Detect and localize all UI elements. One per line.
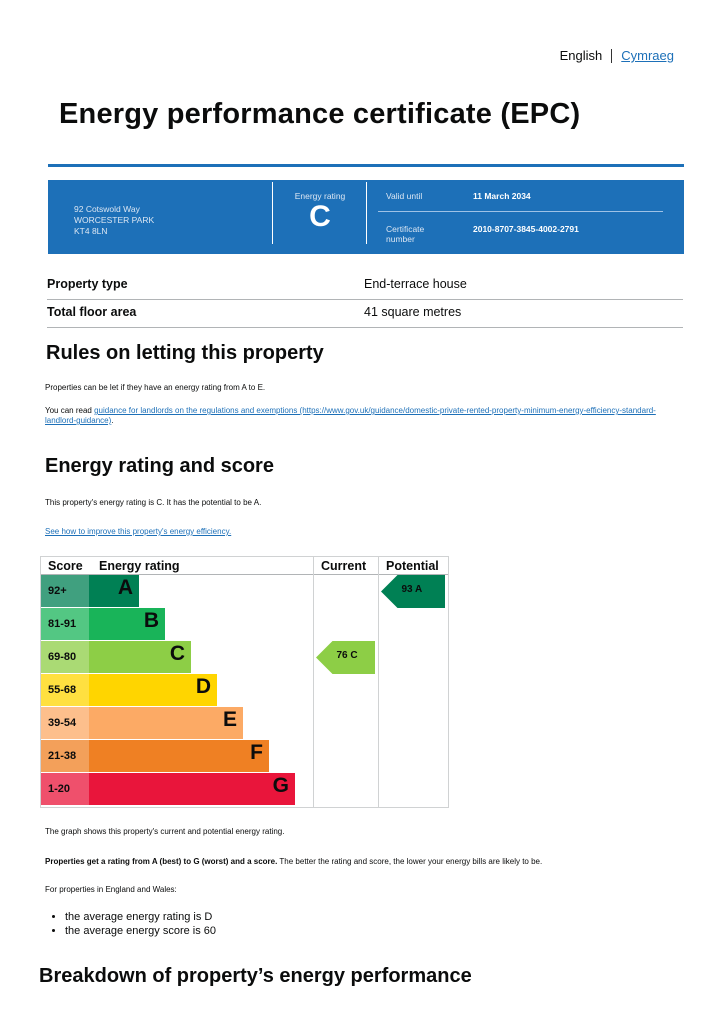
- band-letter: F: [250, 741, 263, 764]
- band-bar: [89, 707, 243, 739]
- landlord-guidance-link[interactable]: guidance for landlords on the regulations and exemptions (https://www.gov.uk/guidance/domestic-private-rented-property-minimum-energy-efficiency-standard-landlord-guidance): [45, 406, 656, 425]
- rating-heading: Energy rating and score: [45, 455, 274, 477]
- chart-column-divider: [378, 557, 379, 807]
- property-type-row: [47, 271, 683, 300]
- language-separator: [611, 49, 612, 63]
- average-list: [47, 910, 216, 938]
- england-wales-note: For properties in England and Wales:: [45, 885, 177, 894]
- band-bar: [89, 773, 295, 805]
- band-bar: [89, 608, 165, 640]
- guidance-prefix: You can read: [45, 406, 95, 415]
- band-bar: [89, 641, 191, 673]
- banner-divider: [366, 182, 367, 244]
- band-bar: [89, 740, 269, 772]
- guidance-suffix: .: [111, 416, 114, 425]
- band-letter: A: [117, 576, 133, 599]
- rating-column-header: Energy rating: [99, 559, 180, 573]
- language-welsh-link[interactable]: Cymraeg: [621, 48, 674, 63]
- rating-explanation: [45, 857, 542, 866]
- breakdown-heading: Breakdown of property’s energy performance: [39, 965, 472, 987]
- score-column-header: Score: [48, 559, 83, 573]
- valid-until-label: Valid until: [386, 191, 423, 201]
- letting-heading: Rules on letting this property: [46, 342, 324, 364]
- certificate-banner: [48, 180, 684, 254]
- band-letter: E: [222, 708, 237, 731]
- band-score-range: 39-54: [41, 707, 89, 739]
- certificate-number-label: Certificate number: [386, 224, 425, 244]
- title-divider: [48, 164, 684, 167]
- band-bar: [89, 575, 139, 607]
- page-title: Energy performance certificate (EPC): [59, 98, 581, 130]
- band-score-range: 21-38: [41, 740, 89, 772]
- address-line: KT4 8LN: [74, 226, 108, 236]
- rating-paragraph: This property's energy rating is C. It has the potential to be A.: [45, 498, 262, 507]
- energy-rating-label: Energy rating: [294, 191, 346, 201]
- rating-explanation-bold: Properties get a rating from A (best) to G (worst) and a score.: [45, 857, 278, 866]
- current-column-header: Current: [321, 559, 367, 573]
- address-line: WORCESTER PARK: [74, 215, 155, 225]
- band-score-range: 92+: [41, 575, 89, 607]
- band-score-range: 55-68: [41, 674, 89, 706]
- current-rating-arrow: [316, 641, 375, 674]
- banner-rule: [378, 211, 663, 212]
- improve-efficiency-link[interactable]: See how to improve this property's energy efficiency.: [45, 527, 232, 536]
- potential-rating-arrow-label: 93 A: [401, 584, 423, 595]
- list-item: • the average energy score is 60: [65, 924, 216, 938]
- band-letter: G: [272, 774, 289, 797]
- band-bar: [89, 674, 217, 706]
- floor-area-value: 41 square metres: [364, 305, 462, 319]
- letting-paragraph: Properties can be let if they have an energy rating from A to E.: [45, 383, 266, 392]
- property-type-label: Property type: [47, 277, 128, 291]
- property-type-value: End-terrace house: [364, 277, 467, 291]
- band-score-range: 1-20: [41, 773, 89, 805]
- band-letter: C: [169, 642, 185, 665]
- chart-column-divider: [313, 557, 314, 807]
- band-score-range: 69-80: [41, 641, 89, 673]
- floor-area-label: Total floor area: [47, 305, 137, 319]
- language-switcher: [560, 48, 674, 63]
- energy-rating-chart: [40, 556, 449, 808]
- potential-column-header: Potential: [386, 559, 439, 573]
- band-letter: B: [143, 609, 159, 632]
- energy-rating-value: C: [309, 200, 331, 233]
- potential-rating-arrow: [381, 575, 445, 608]
- letting-guidance-paragraph: [45, 406, 669, 426]
- property-address: [74, 204, 154, 237]
- current-rating-arrow-label: 76 C: [336, 650, 358, 661]
- rating-explanation-rest: The better the rating and score, the lower your energy bills are likely to be.: [277, 857, 543, 866]
- valid-until-value: 11 March 2034: [473, 191, 531, 201]
- banner-divider: [272, 182, 273, 244]
- list-item: • the average energy rating is D: [65, 910, 216, 924]
- band-score-range: 81-91: [41, 608, 89, 640]
- language-english: English: [559, 48, 603, 63]
- band-letter: D: [195, 675, 211, 698]
- certificate-number-value: 2010-8707-3845-4002-2791: [473, 224, 579, 234]
- address-line: 92 Cotswold Way: [74, 204, 140, 214]
- floor-area-row: [47, 299, 683, 328]
- graph-note: The graph shows this property's current and potential energy rating.: [45, 827, 285, 836]
